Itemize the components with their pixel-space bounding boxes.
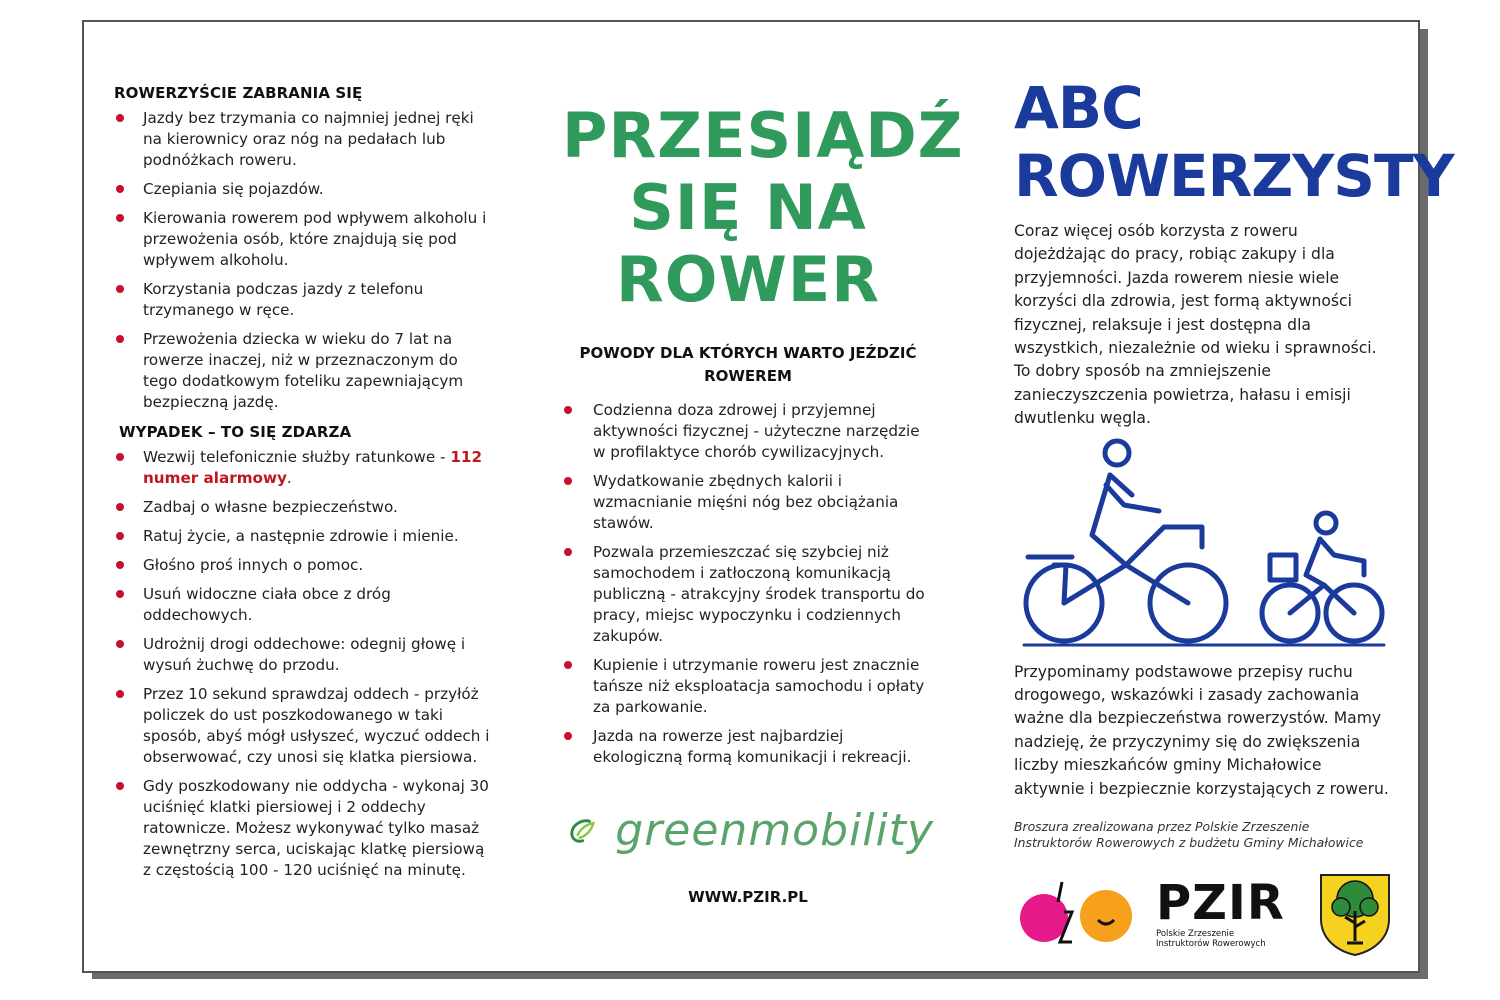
leaf-icon — [568, 800, 597, 860]
closing-paragraph: Przypominamy podstawowe przepisy ruchu drogowego, wskazówki i zasady zachowania ważne dla bezpieczeństwa rowerzystów. Mamy nadzieję, że przyczynimy się do zwiększenia liczby mieszkańców gminy Michałowice aktywnie i bezpiecznie korzystających z roweru. — [1014, 662, 1389, 798]
list-item: Udrożnij drogi oddechowe: odegnij głowę i wysuń żuchwę do przodu. — [114, 634, 494, 676]
list-item: Kupienie i utrzymanie roweru jest znacznie tańsze niż eksploatacja samochodu i opłaty za parkowanie. — [562, 655, 934, 718]
pzir-subtitle-line: Polskie Zrzeszenie — [1156, 929, 1235, 940]
pzir-subtitle — [1156, 929, 1285, 949]
list-item: Czepiania się pojazdów. — [114, 179, 494, 200]
left-column — [114, 84, 494, 889]
list-item: Jazdy bez trzymania co najmniej jednej ręki na kierownicy oraz nóg na pedałach lub podnóżkach roweru. — [114, 108, 494, 171]
partner-logos — [1014, 871, 1394, 957]
list-item: Usuń widoczne ciała obce z dróg oddechowych. — [114, 584, 494, 626]
abc-title-line: ROWERZYSTY — [1014, 142, 1454, 210]
right-column — [1014, 74, 1454, 957]
brochure-sheet — [82, 20, 1454, 973]
municipality-crest-icon — [1317, 871, 1393, 957]
middle-column — [562, 99, 964, 906]
main-title-line: SIĘ NA — [629, 171, 867, 244]
main-title-line: PRZESIĄDŹ — [562, 99, 964, 172]
list-item: Korzystania podczas jazdy z telefonu trzymanego w ręce. — [114, 279, 494, 321]
accident-heading: WYPADEK – TO SIĘ ZDARZA — [119, 423, 352, 441]
credit-line: Broszura zrealizowana przez Polskie Zrzeszenie — [1014, 819, 1310, 835]
accident-list — [114, 447, 494, 881]
main-title-line: ROWER — [616, 243, 880, 316]
list-item: Głośno proś innych o pomoc. — [114, 555, 494, 576]
partner-logo-icon — [1014, 872, 1134, 956]
list-item: Kierowania rowerem pod wpływem alkoholu i przewożenia osób, które znajdują się pod wpływem alkoholu. — [114, 208, 494, 271]
list-item: Zadbaj o własne bezpieczeństwo. — [114, 497, 494, 518]
reasons-list — [562, 400, 934, 768]
cyclists-illustration — [1014, 435, 1394, 655]
pzir-name: PZIR — [1156, 875, 1285, 932]
credit-line: Instruktorów Rowerowych z budżetu Gminy Michałowice — [1014, 835, 1364, 851]
main-title — [562, 99, 964, 316]
emergency-text: Wezwij telefonicznie służby ratunkowe - — [143, 448, 451, 466]
abc-title — [1014, 74, 1454, 210]
pzir-subtitle-line: Instruktorów Rowerowych — [1156, 939, 1266, 950]
emergency-suffix: . — [286, 469, 292, 487]
abc-title-line: ABC — [1014, 74, 1143, 142]
list-item: Pozwala przemieszczać się szybciej niż samochodem i zatłoczoną komunikacją publiczną - atrakcyjny środek transportu do pracy, miejsc wypoczynku i codziennych zakupów. — [562, 542, 934, 647]
cyclists-icon — [1014, 435, 1394, 655]
intro-paragraph: Coraz więcej osób korzysta z roweru dojeżdżając do pracy, robiąc zakupy i dla przyjemności. Jazda rowerem niesie wiele korzyści dla zdrowia, jest formą aktywności fizycznej, relaksuje i jest dostępna dla wszystkich, niezależnie od wieku i sprawności. To dobry sposób na zmniejszenie zanieczyszczenia powietrza, hałasu i emisji dwutlenku węgla. — [1014, 222, 1377, 428]
list-item: Jazda na rowerze jest najbardziej ekologiczną formą komunikacji i rekreacji. — [562, 726, 934, 768]
website-link[interactable]: WWW.PZIR.PL — [688, 888, 808, 906]
list-item: Gdy poszkodowany nie oddycha - wykonaj 30 uciśnięć klatki piersiowej i 2 oddechy ratownicze. Możesz wykonywać tylko masaż zewnętrzny serca, uciskając klatkę piersiową z częstością 100 - 120 uciśnięć na minutę. — [114, 776, 494, 881]
list-item: Wydatkowanie zbędnych kalorii i wzmacnianie mięśni nóg bez obciążania stawów. — [562, 471, 934, 534]
list-item: Przez 10 sekund sprawdzaj oddech - przyłóż policzek do ust poszkodowanego w taki sposób, abyś mógł usłyszeć, wyczuć oddech i obserwować, czy unosi się klatka piersiowa. — [114, 684, 494, 768]
list-item — [114, 447, 494, 489]
list-item: Przewożenia dziecka w wieku do 7 lat na rowerze inaczej, niż w przeznaczonym do tego dodatkowym foteliku zapewniającym bezpieczną jazdę. — [114, 329, 494, 413]
reasons-heading: POWODY DLA KTÓRYCH WARTO JEŹDZIĆ ROWEREM — [579, 344, 917, 385]
greenmobility-wordmark: greenmobility — [615, 804, 934, 856]
prohibited-heading: ROWERZYŚCIE ZABRANIA SIĘ — [114, 84, 363, 102]
pzir-logo — [1156, 875, 1285, 950]
emergency-number: 112 numer alarmowy — [143, 448, 483, 487]
list-item: Ratuj życie, a następnie zdrowie i mienie. — [114, 526, 494, 547]
list-item: Codzienna doza zdrowej i przyjemnej aktywności fizycznej - użyteczne narzędzie w profilaktyce chorób cywilizacyjnych. — [562, 400, 934, 463]
greenmobility-logo — [562, 800, 934, 860]
prohibited-list — [114, 108, 494, 413]
credit-note — [1014, 819, 1394, 851]
